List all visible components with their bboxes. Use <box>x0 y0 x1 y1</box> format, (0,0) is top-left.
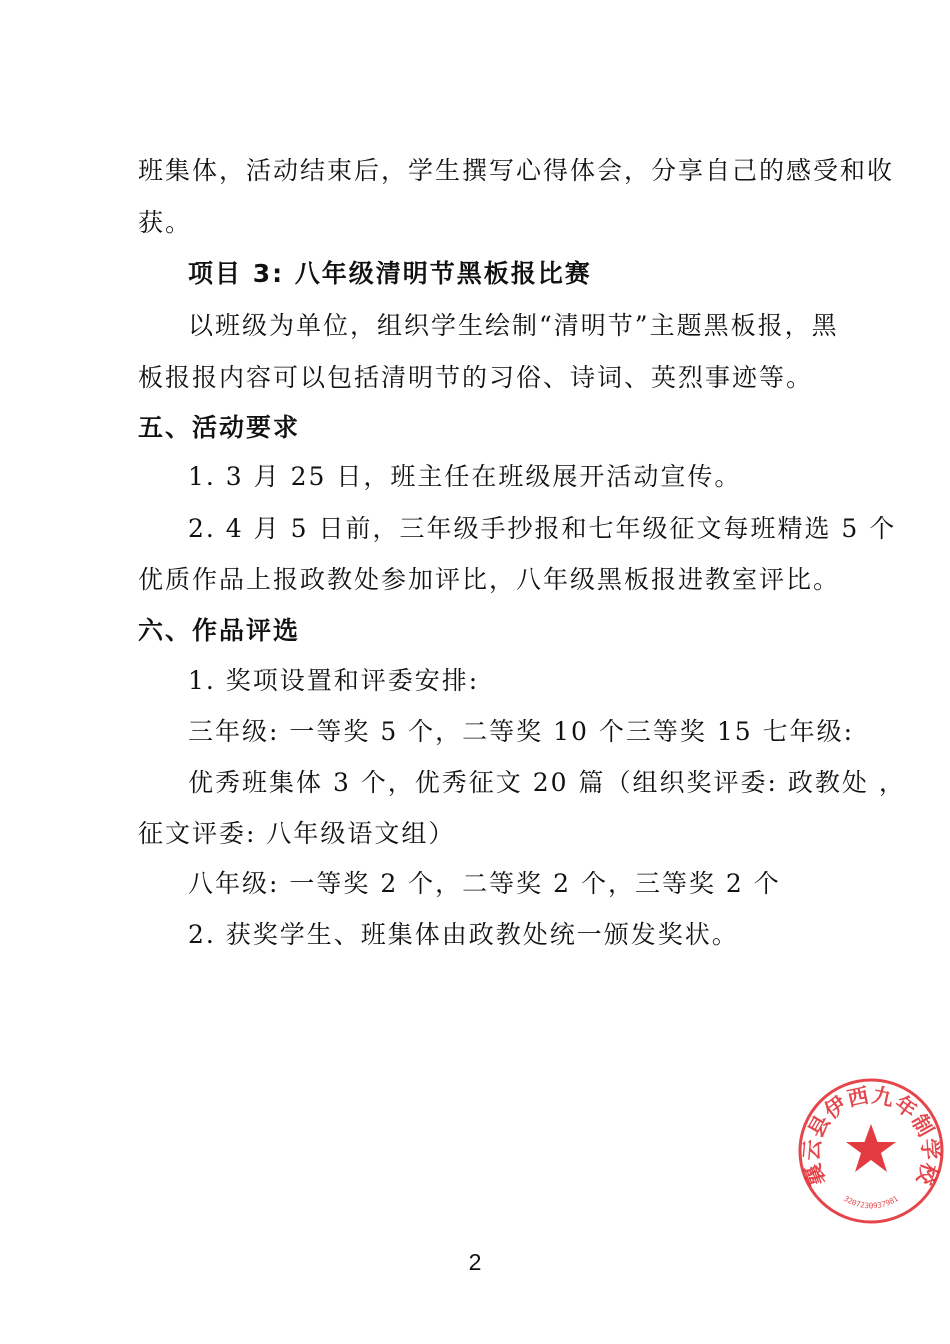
svg-text:3207230937981 <box>842 1194 900 1210</box>
star-icon <box>846 1124 896 1172</box>
paragraph-line: 三年级: 一等奖 5 个，二等奖 10 个三等奖 15 七年级: <box>188 717 855 746</box>
paragraph-line: 征文评委: 八年级语文组） <box>138 819 456 848</box>
seal-text: 襄云县伊西九年制学校 <box>799 1083 943 1189</box>
paragraph-line: 优质作品上报政教处参加评比，八年级黑板报进教室评比。 <box>138 565 841 594</box>
page-number: 2 <box>468 1249 482 1275</box>
paragraph-line: 班集体，活动结束后，学生撰写心得体会，分享自己的感受和收 <box>138 156 895 185</box>
paragraph-line: 2. 4 月 5 日前，三年级手抄报和七年级征文每班精选 5 个 <box>188 514 897 543</box>
section-heading: 五、活动要求 <box>138 413 301 442</box>
section-subheading: 项目 3: 八年级清明节黑板报比赛 <box>188 259 592 288</box>
paragraph-line: 2. 获奖学生、班集体由政教处统一颁发奖状。 <box>188 920 739 949</box>
paragraph-line: 1. 奖项设置和评委安排: <box>188 666 480 695</box>
paragraph-line: 以班级为单位，组织学生绘制“清明节”主题黑板报，黑 <box>188 311 839 340</box>
section-heading: 六、作品评选 <box>138 616 301 645</box>
school-seal <box>796 1076 946 1226</box>
seal-code: 3207230937981 <box>842 1193 900 1211</box>
paragraph-line: 优秀班集体 3 个，优秀征文 20 篇（组织奖评委: 政教处 ， <box>188 768 906 797</box>
paragraph-line: 获。 <box>138 208 193 237</box>
paragraph-line: 板报报内容可以包括清明节的习俗、诗词、英烈事迹等。 <box>138 363 814 392</box>
paragraph-line: 1. 3 月 25 日，班主任在班级展开活动宣传。 <box>188 462 742 491</box>
paragraph-line: 八年级: 一等奖 2 个，二等奖 2 个，三等奖 2 个 <box>188 869 781 898</box>
